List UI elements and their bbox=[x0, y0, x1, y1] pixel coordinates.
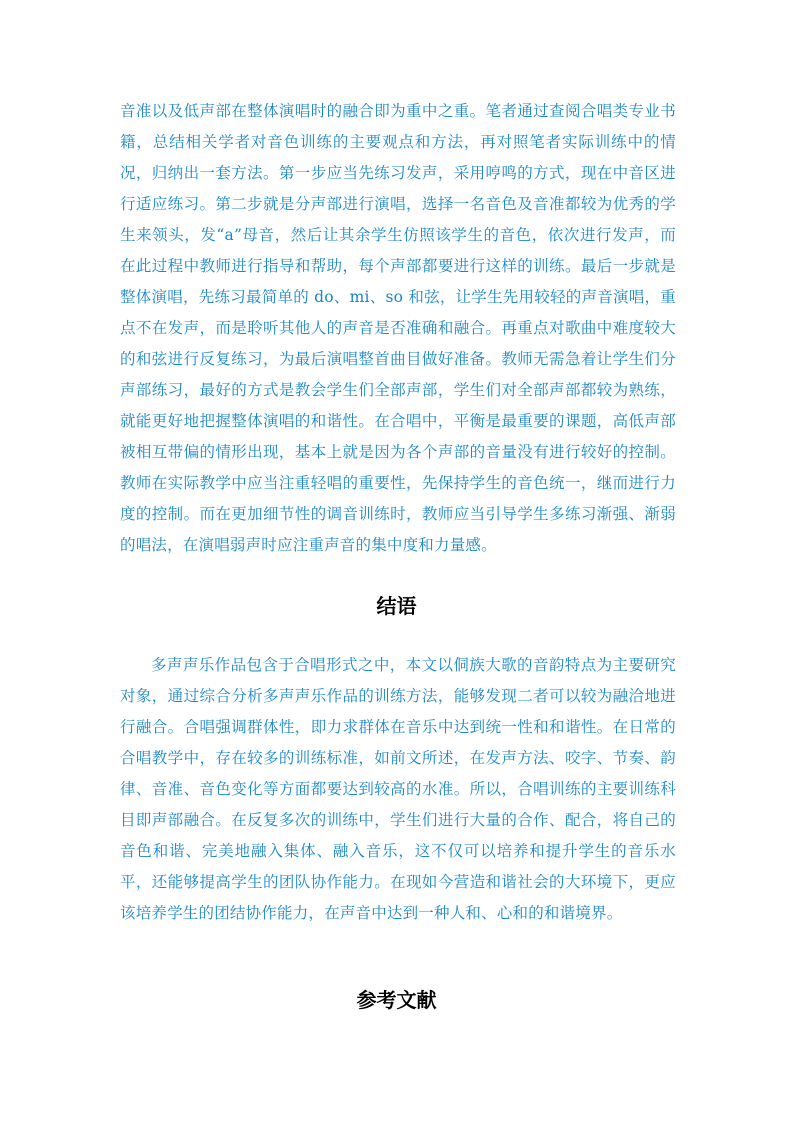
references-heading: 参考文献 bbox=[356, 988, 437, 1012]
body-paragraph-continued: 音准以及低声部在整体演唱时的融合即为重中之重。笔者通过查阅合唱类专业书籍，总结相关学者对音色训练的主要观点和方法，再对照笔者实际训练中的情况，归纳出一套方法。第一步应当先练习发声，采用哼鸣的方式，现在中音区进行适应练习。第二步就是分声部进行演唱，选择一名音色及音准都较为优秀的学生来领头，发“a”母音，然后让其余学生仿照该学生的音色，依次进行发声，而在此过程中教师进行指导和帮助，每个声部都要进行这样的训练。最后一步就是整体演唱，先练习最简单的 do、mi、so 和弦，让学生先用较轻的声音演唱，重点不在发声，而是聆听其他人的声音是否准确和融合。再重点对歌曲中难度较大的和弦进行反复练习，为最后演唱整首曲目做好准备。教师无需急着让学生们分声部练习，最好的方式是教会学生们全部声部，学生们对全部声部都较为熟练，就能更好地把握整体演唱的和谐性。在合唱中，平衡是最重要的课题，高低声部被相互带偏的情形出现，基本上就是因为各个声部的音量没有进行较好的控制。教师在实际教学中应当注重轻唱的重要性，先保持学生的音色统一，继而进行力度的控制。而在更加细节性的调音训练时，教师应当引导学生多练习渐强、渐弱的唱法，在演唱弱声时应注重声音的集中度和力量感。 bbox=[120, 102, 676, 554]
conclusion-paragraph: 多声声乐作品包含于合唱形式之中，本文以侗族大歌的音韵特点为主要研究对象，通过综合分析多声声乐作品的训练方法，能够发现二者可以较为融洽地进行融合。合唱强调群体性，即力求群体在音乐中达到统一性和和谐性。在日常的合唱教学中，存在较多的训练标准，如前文所述，在发声方法、咬字、节奏、韵律、音准、音色变化等方面都要达到较高的水准。所以，合唱训练的主要训练科目即声部融合。在反复多次的训练中，学生们进行大量的合作、配合，将自己的音色和谐、完美地融入集体、融入音乐，这不仅可以培养和提升学生的音乐水平，还能够提高学生的团队协作能力。在现如今营造和谐社会的大环境下，更应该培养学生的团结协作能力，在声音中达到一种人和、心和的和谐境界。 bbox=[120, 656, 676, 922]
conclusion-heading: 结语 bbox=[376, 594, 417, 618]
